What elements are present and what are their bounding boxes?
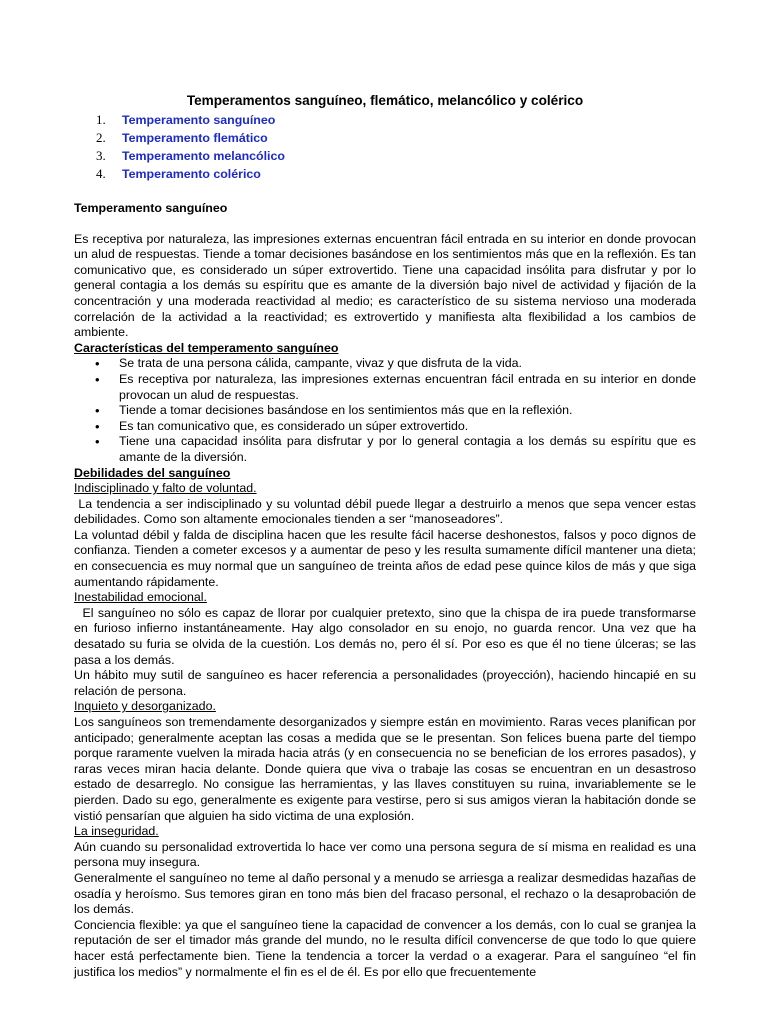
list-item: • Es receptiva por naturaleza, las impresiones externas encuentran fácil entrada en su interior en donde provocan un alud de respuestas.: [119, 372, 696, 403]
toc-item: [74, 147, 696, 165]
paragraph: Generalmente el sanguíneo no teme al daño personal y a menudo se arriesga a realizar desmedidas hazañas de osadía y heroísmo. Sus temores giran en tono más bien del fracaso personal, el rechazo o la desaprobación de los demás.: [74, 870, 696, 917]
list-item: • Tiende a tomar decisiones basándose en los sentimientos más que en la reflexión.: [119, 403, 696, 419]
characteristics-heading: Características del temperamento sanguíneo: [74, 340, 339, 355]
toc-link-melancolico[interactable]: Temperamento melancólico: [122, 149, 285, 163]
characteristics-list: [74, 356, 696, 465]
toc-number: 2.: [96, 130, 106, 145]
inestabilidad-heading: Inestabilidad emocional.: [74, 590, 207, 605]
list-item: • Tiene una capacidad insólita para disfrutar y por lo general contagia a los demás su espíritu que es amante de la diversión.: [119, 434, 696, 465]
paragraph: El sanguíneo no sólo es capaz de llorar por cualquier pretexto, sino que la chispa de ira puede transformarse en furioso infierno instantáneamente. Hay algo consolador en su enojo, no guarda rencor. Una vez que ha desatado su furia se olvida de la cuestión. Los demás no, pero él sí. Por eso es que él no tiene úlceras; se las pasa a los demás.: [74, 605, 700, 667]
toc-item: [74, 165, 696, 183]
intro-paragraph: Es receptiva por naturaleza, las impresiones externas encuentran fácil entrada en su interior en donde provocan un alud de respuestas. Tiende a tomar decisiones basándose en los sentimientos más que en la reflexión. Es tan comunicativo que, es considerado un súper extrovertido. Tiene una capacidad insólita para disfrutar y por lo general contagia a los demás su espíritu que es amante de la diversión bajo nivel de actividad y fijación de la concentración y una moderada reactividad al medio; es característico de su sistema nervioso una moderada correlación de la actividad a la reactividad; es extrovertido y manifiesta alta flexibilidad a los cambios de ambiente.: [74, 231, 696, 340]
paragraph: La voluntad débil y falda de disciplina hacen que les resulte fácil hacerse deshonestos, falsos y poco dignos de confianza. Tienden a cometer excesos y a aumentar de peso y les resulta sumamente difícil mantener una dieta; en consecuencia es muy normal que un sanguíneo de treinta años de edad pese quince kilos de más y que siga aumentando rápidamente.: [74, 527, 696, 589]
paragraph: Los sanguíneos son tremendamente desorganizados y siempre están en movimiento. Raras veces planifican por anticipado; generalmente aceptan las cosas a medida que se le presentan. Son felices buena parte del tiempo porque raramente vuelven la mirada hacia atrás (y en consecuencia no se benefician de los errores pasados), y raras veces miran hacia delante. Donde quiera que viva o trabaje las cosas se encuentran en un desastroso estado de desarreglo. No consigue las herramientas, y las llaves constituyen su ruina, invariablemente se le pierden. Dado su ego, generalmente es exigente para vestirse, pero si sus amigos vieran la habitación donde se vistió pensarían que alguien ha sido victima de una explosión.: [74, 715, 696, 823]
indisciplinado-heading: Indisciplinado y falto de voluntad.: [74, 481, 257, 496]
toc-link-sanguineo[interactable]: Temperamento sanguíneo: [122, 113, 276, 127]
toc-item: [74, 111, 696, 129]
list-item: • Se trata de una persona cálida, campante, vivaz y que disfruta de la vida.: [119, 356, 696, 372]
paragraph: Aún cuando su personalidad extrovertida lo hace ver como una persona segura de sí misma en realidad es una persona muy insegura.: [74, 839, 696, 870]
toc-link-flematico[interactable]: Temperamento flemático: [122, 131, 268, 145]
list-item: • Es tan comunicativo que, es considerado un súper extrovertido.: [119, 419, 696, 435]
toc-number: 3.: [96, 148, 106, 163]
inquieto-heading: Inquieto y desorganizado.: [74, 699, 216, 714]
section-heading: Temperamento sanguíneo: [74, 201, 228, 215]
toc-link-colerico[interactable]: Temperamento colérico: [122, 167, 261, 181]
paragraph: La tendencia a ser indisciplinado y su voluntad débil puede llegar a destruirlo a menos que sepa vencer estas debilidades. Como son altamente emocionales tienden a ser “manoseadores”.: [74, 496, 700, 527]
weaknesses-heading: Debilidades del sanguíneo: [74, 465, 231, 480]
toc-number: 4.: [96, 166, 106, 181]
document-title: Temperamentos sanguíneo, flemático, melancólico y colérico: [186, 93, 584, 108]
paragraph: Un hábito muy sutil de sanguíneo es hacer referencia a personalidades (proyección), haciendo hincapié en su relación de persona.: [74, 668, 696, 698]
inseguridad-heading: La inseguridad.: [74, 824, 159, 839]
table-of-contents: [74, 111, 696, 183]
toc-item: [74, 129, 696, 147]
paragraph: Conciencia flexible: ya que el sanguíneo tiene la capacidad de convencer a los demás, con lo cual se granjea la reputación de ser el timador más grande del mundo, no le resulta difícil convencerse de que todo lo que quiere hacer está perfectamente bien. Tiene la tendencia a torcer la verdad o a exagerar. Para el sanguíneo “el fin justifica los medios” y normalmente el fin es el de él. Es por ello que frecuentemente: [74, 917, 696, 979]
toc-number: 1.: [96, 112, 106, 127]
